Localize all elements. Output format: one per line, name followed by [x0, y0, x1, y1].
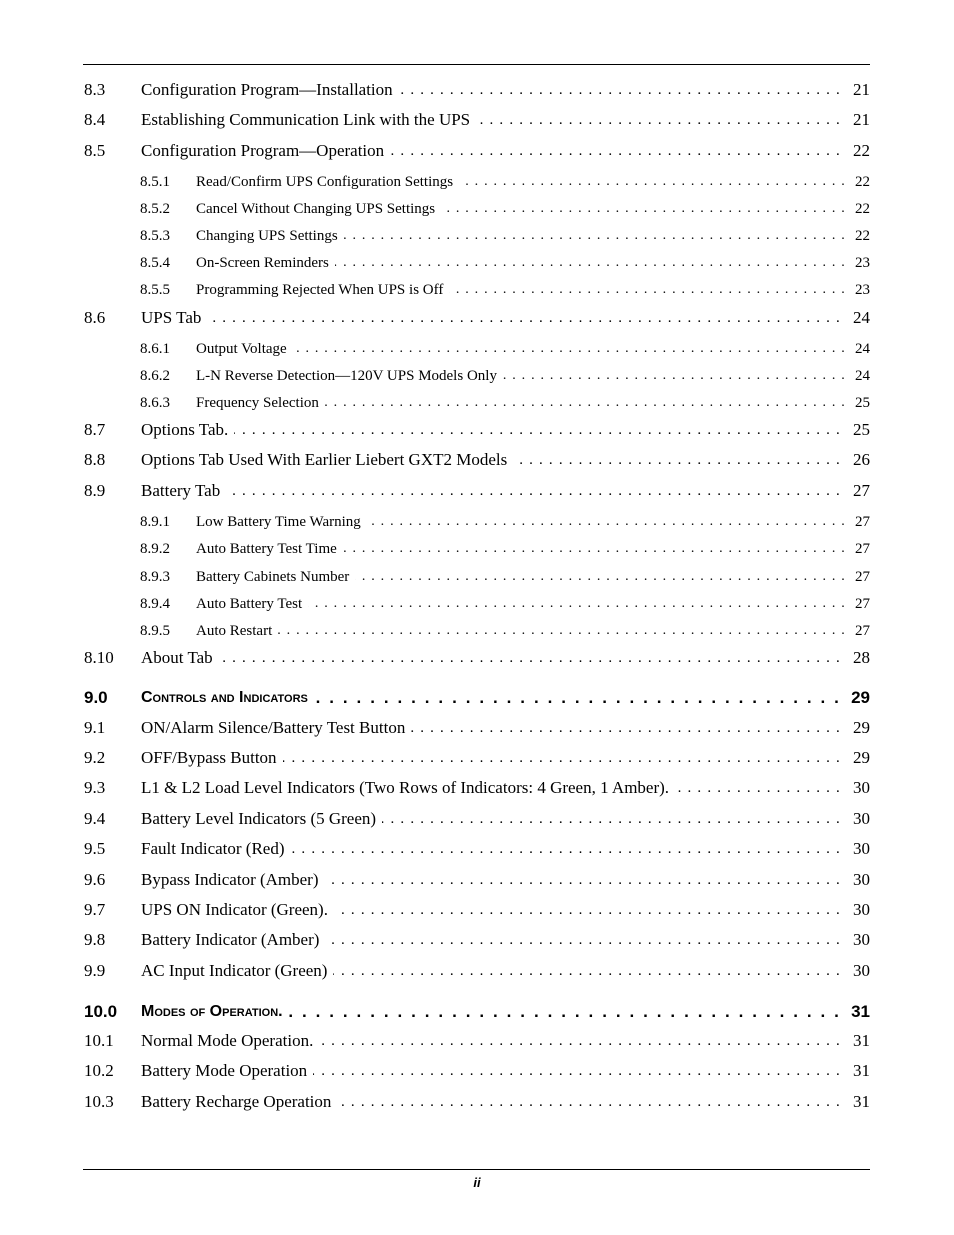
toc-entry-title: Programming Rejected When UPS is Off: [196, 279, 449, 301]
toc-entry-number: 8.5.2: [140, 198, 170, 220]
toc-entry[interactable]: [0, 198, 954, 220]
toc-entry[interactable]: [0, 747, 954, 769]
toc-entry-title: Read/Confirm UPS Configuration Settings: [196, 171, 459, 193]
toc-entry-title: AC Input Indicator (Green): [141, 960, 333, 982]
toc-entry[interactable]: [0, 593, 954, 615]
toc-entry-number: 9.3: [84, 778, 106, 797]
toc-entry-page: 27: [849, 593, 870, 615]
toc-entry-number: 8.9.4: [140, 593, 170, 615]
toc-entry-page: 24: [849, 365, 870, 387]
toc-entry-number: 8.9.2: [140, 538, 170, 560]
toc-entry-title: Configuration Program—Installation: [141, 79, 399, 101]
toc-entry-number: 9.7: [84, 900, 106, 919]
toc-entry-page: 30: [847, 899, 870, 921]
toc-leader-dots: [141, 307, 841, 329]
toc-entry[interactable]: [0, 687, 954, 709]
toc-entry-title: Auto Battery Test Time: [196, 538, 343, 560]
toc-entry-number: 8.5: [84, 141, 106, 160]
toc-entry-page: 30: [847, 929, 870, 951]
toc-entry[interactable]: [0, 647, 954, 669]
toc-entry-number: 9.4: [84, 809, 106, 828]
toc-entry[interactable]: [0, 1001, 954, 1023]
toc-leader-dots: [196, 338, 846, 360]
toc-entry-number: 10.3: [84, 1092, 114, 1111]
toc-entry-title: Battery Cabinets Number: [196, 566, 355, 588]
toc-entry-page: 27: [849, 511, 870, 533]
toc-entry-number: 8.4: [84, 110, 106, 129]
toc-entry-title: Output Voltage: [196, 338, 293, 360]
toc-entry-title: Normal Mode Operation.: [141, 1030, 319, 1052]
toc-entry[interactable]: [0, 79, 954, 101]
toc-entry[interactable]: [0, 365, 954, 387]
toc-entry[interactable]: [0, 252, 954, 274]
toc-entry-title: L-N Reverse Detection—120V UPS Models Only: [196, 365, 503, 387]
toc-leader-dots: [141, 480, 841, 502]
toc-entry-number: 8.6: [84, 308, 106, 327]
toc-entry[interactable]: [0, 171, 954, 193]
toc-entry-number: 8.9.3: [140, 566, 170, 588]
toc-entry-page: 30: [847, 960, 870, 982]
toc-entry-page: 29: [847, 717, 870, 739]
toc-entry-page: 25: [849, 392, 870, 414]
toc-entry-title: Battery Mode Operation: [141, 1060, 313, 1082]
toc-entry-page: 30: [847, 808, 870, 830]
toc-entry-number: 8.6.3: [140, 392, 170, 414]
toc-entry[interactable]: [0, 109, 954, 131]
toc-entry-page: 21: [847, 79, 870, 101]
toc-entry[interactable]: [0, 1060, 954, 1082]
toc-entry-page: 26: [847, 449, 870, 471]
toc-entry[interactable]: [0, 225, 954, 247]
toc-entry[interactable]: [0, 929, 954, 951]
toc-entry[interactable]: [0, 307, 954, 329]
toc-entry-number: 9.0: [84, 688, 108, 707]
toc-entry-number: 8.10: [84, 648, 114, 667]
toc-leader-dots: [141, 647, 841, 669]
header-rule: [83, 64, 870, 65]
toc-entry-page: 30: [847, 838, 870, 860]
toc-entry-title: Battery Recharge Operation: [141, 1091, 337, 1113]
toc-entry[interactable]: [0, 566, 954, 588]
toc-entry-title: Bypass Indicator (Amber): [141, 869, 325, 891]
toc-entry-number: 8.3: [84, 80, 106, 99]
toc-entry-title: ON/Alarm Silence/Battery Test Button: [141, 717, 411, 739]
toc-entry[interactable]: [0, 480, 954, 502]
footer-page-number: ii: [473, 1175, 481, 1190]
toc-entry-number: 9.8: [84, 930, 106, 949]
toc-entry-page: 24: [849, 338, 870, 360]
toc-entry-page: 27: [849, 566, 870, 588]
toc-entry[interactable]: [0, 777, 954, 799]
toc-entry[interactable]: [0, 140, 954, 162]
toc-entry[interactable]: [0, 1091, 954, 1113]
toc-entry-title: Changing UPS Settings: [196, 225, 344, 247]
toc-entry[interactable]: [0, 338, 954, 360]
toc-entry-number: 8.5.5: [140, 279, 170, 301]
toc-entry-title: Fault Indicator (Red): [141, 838, 291, 860]
toc-entry-title: UPS ON Indicator (Green).: [141, 899, 334, 921]
toc-entry[interactable]: [0, 511, 954, 533]
toc-entry-page: 23: [849, 252, 870, 274]
toc-leader-dots: [141, 419, 841, 441]
toc-entry-number: 8.9: [84, 481, 106, 500]
footer-rule: [83, 1169, 870, 1170]
toc-entry-number: 9.2: [84, 748, 106, 767]
toc-entry[interactable]: [0, 808, 954, 830]
toc-entry[interactable]: [0, 538, 954, 560]
toc-entry-number: 8.8: [84, 450, 106, 469]
toc-entry-number: 10.2: [84, 1061, 114, 1080]
toc-entry-page: 28: [847, 647, 870, 669]
toc-entry[interactable]: [0, 392, 954, 414]
toc-entry[interactable]: [0, 620, 954, 642]
toc-entry-number: 9.5: [84, 839, 106, 858]
toc-entry-page: 27: [847, 480, 870, 502]
toc-entry-title: Options Tab Used With Earlier Liebert GXT2 Models: [141, 449, 513, 471]
toc-entry-number: 9.9: [84, 961, 106, 980]
toc-entry[interactable]: [0, 419, 954, 441]
toc-leader-dots: [196, 620, 846, 642]
toc-entry-page: 21: [847, 109, 870, 131]
toc-entry-page: 29: [847, 747, 870, 769]
toc-entry-number: 8.5.3: [140, 225, 170, 247]
toc-entry-title: Configuration Program—Operation: [141, 140, 390, 162]
toc-entry[interactable]: [0, 899, 954, 921]
toc-entry-title: UPS Tab: [141, 307, 207, 329]
toc-entry-number: 8.6.1: [140, 338, 170, 360]
toc-entry-title: Modes of Operation.: [141, 1001, 289, 1023]
toc-entry-page: 22: [849, 171, 870, 193]
toc-entry-title: Battery Level Indicators (5 Green): [141, 808, 382, 830]
toc-entry-title: On-Screen Reminders: [196, 252, 335, 274]
toc-entry-page: 30: [847, 869, 870, 891]
toc-entry-page: 25: [847, 419, 870, 441]
toc-entry-page: 31: [847, 1060, 870, 1082]
toc-entry-page: 22: [849, 225, 870, 247]
toc-entry-title: Cancel Without Changing UPS Settings: [196, 198, 441, 220]
toc-entry[interactable]: [0, 869, 954, 891]
toc-entry-page: 22: [849, 198, 870, 220]
toc-entry-page: 31: [847, 1091, 870, 1113]
toc-entry-number: 10.0: [84, 1002, 118, 1021]
toc-entry-title: OFF/Bypass Button: [141, 747, 283, 769]
toc-entry-page: 27: [849, 538, 870, 560]
toc-entry-title: Low Battery Time Warning: [196, 511, 367, 533]
toc-entry-title: Controls and Indicators: [141, 687, 314, 709]
toc-entry-number: 8.5.4: [140, 252, 170, 274]
toc-entry-title: Frequency Selection: [196, 392, 325, 414]
toc-entry-number: 9.1: [84, 718, 106, 737]
toc-entry-title: Battery Indicator (Amber): [141, 929, 325, 951]
toc-entry-title: Battery Tab: [141, 480, 226, 502]
toc-entry-number: 8.5.1: [140, 171, 170, 193]
toc-entry-page: 23: [849, 279, 870, 301]
toc-entry-title: Auto Battery Test: [196, 593, 308, 615]
toc-entry-number: 8.9.5: [140, 620, 170, 642]
toc-entry-number: 9.6: [84, 870, 106, 889]
toc-entry-number: 8.6.2: [140, 365, 170, 387]
toc-entry-page: 22: [847, 140, 870, 162]
toc-entry[interactable]: [0, 838, 954, 860]
toc-entry-number: 10.1: [84, 1031, 114, 1050]
toc-entry-number: 8.9.1: [140, 511, 170, 533]
toc-entry[interactable]: [0, 1030, 954, 1052]
toc-entry-title: Options Tab.: [141, 419, 234, 441]
toc-entry-title: Auto Restart: [196, 620, 278, 642]
toc-entry-page: 31: [845, 1001, 870, 1023]
toc-entry[interactable]: [0, 717, 954, 739]
toc-entry-page: 29: [845, 687, 870, 709]
toc-entry-title: L1 & L2 Load Level Indicators (Two Rows of Indicators: 4 Green, 1 Amber).: [141, 777, 675, 799]
toc-entry[interactable]: [0, 279, 954, 301]
toc-entry-title: Establishing Communication Link with the UPS: [141, 109, 476, 131]
toc-entry-page: 30: [847, 777, 870, 799]
toc-entry-title: About Tab: [141, 647, 219, 669]
toc-entry[interactable]: [0, 960, 954, 982]
toc-entry-page: 24: [847, 307, 870, 329]
toc-entry-page: 27: [849, 620, 870, 642]
toc-entry-number: 8.7: [84, 420, 106, 439]
toc-entry[interactable]: [0, 449, 954, 471]
toc-entry-page: 31: [847, 1030, 870, 1052]
